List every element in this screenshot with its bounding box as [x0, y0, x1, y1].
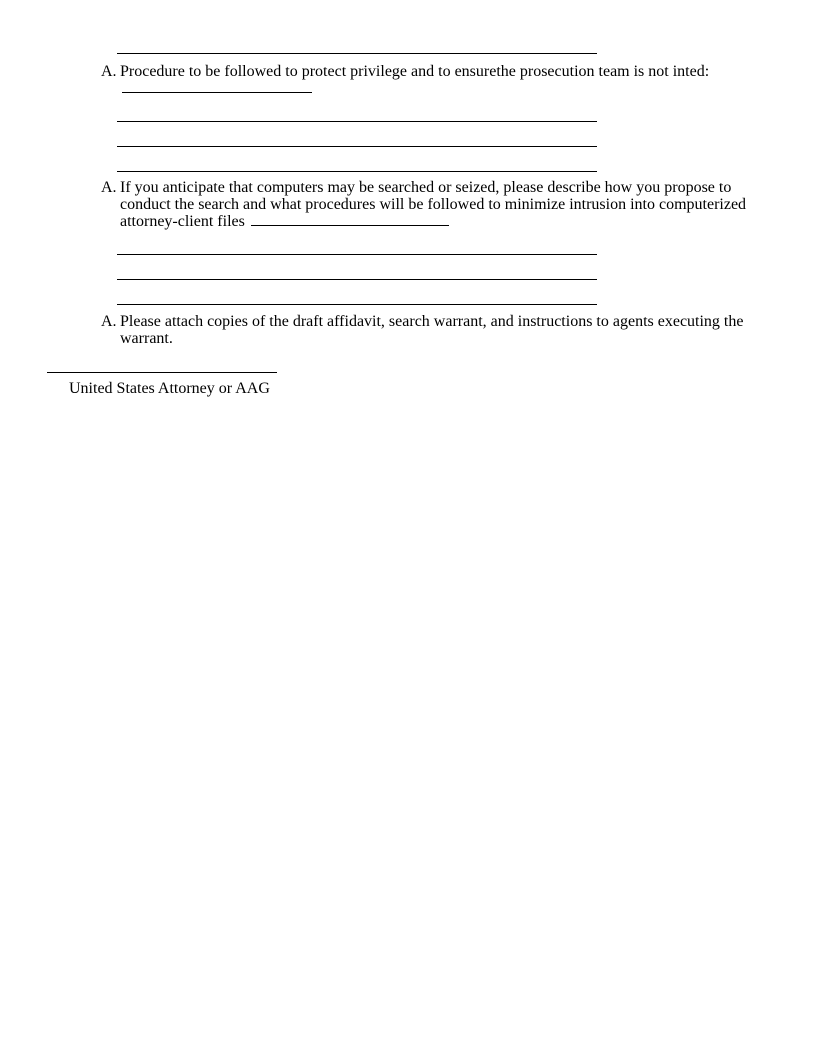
- signature-line[interactable]: [47, 372, 277, 373]
- form-item-privilege-procedure: [82, 63, 782, 97]
- item-marker: A.: [101, 313, 117, 330]
- answer-blank-line[interactable]: [117, 304, 597, 305]
- inline-answer-blank[interactable]: [251, 213, 449, 226]
- signature-label: United States Attorney or AAG: [69, 380, 270, 397]
- answer-blank-line[interactable]: [117, 279, 597, 280]
- item-marker: A.: [101, 179, 117, 196]
- form-item-text: [82, 179, 782, 230]
- form-item-attachments: [82, 313, 782, 347]
- answer-blank-line[interactable]: [117, 146, 597, 147]
- answer-blank-line[interactable]: [117, 121, 597, 122]
- form-item-text: [82, 63, 782, 97]
- answer-blank-line[interactable]: [117, 254, 597, 255]
- item-question: If you anticipate that computers may be searched or seized, please describe how you propose to conduct the search and what procedures will be followed to minimize intrusion into computerized attorney-client files: [120, 179, 747, 230]
- answer-blank-line[interactable]: [117, 171, 597, 172]
- item-question: Please attach copies of the draft affidavit, search warrant, and instructions to agents executing the warrant.: [120, 313, 744, 347]
- form-item-text: [82, 313, 782, 347]
- item-marker: A.: [101, 63, 117, 80]
- item-question: Procedure to be followed to protect privilege and to ensurethe prosecution team is not inted:: [120, 63, 710, 80]
- form-item-computer-search: [82, 179, 782, 230]
- answer-blank-line[interactable]: [117, 53, 597, 54]
- inline-answer-blank[interactable]: [122, 80, 312, 93]
